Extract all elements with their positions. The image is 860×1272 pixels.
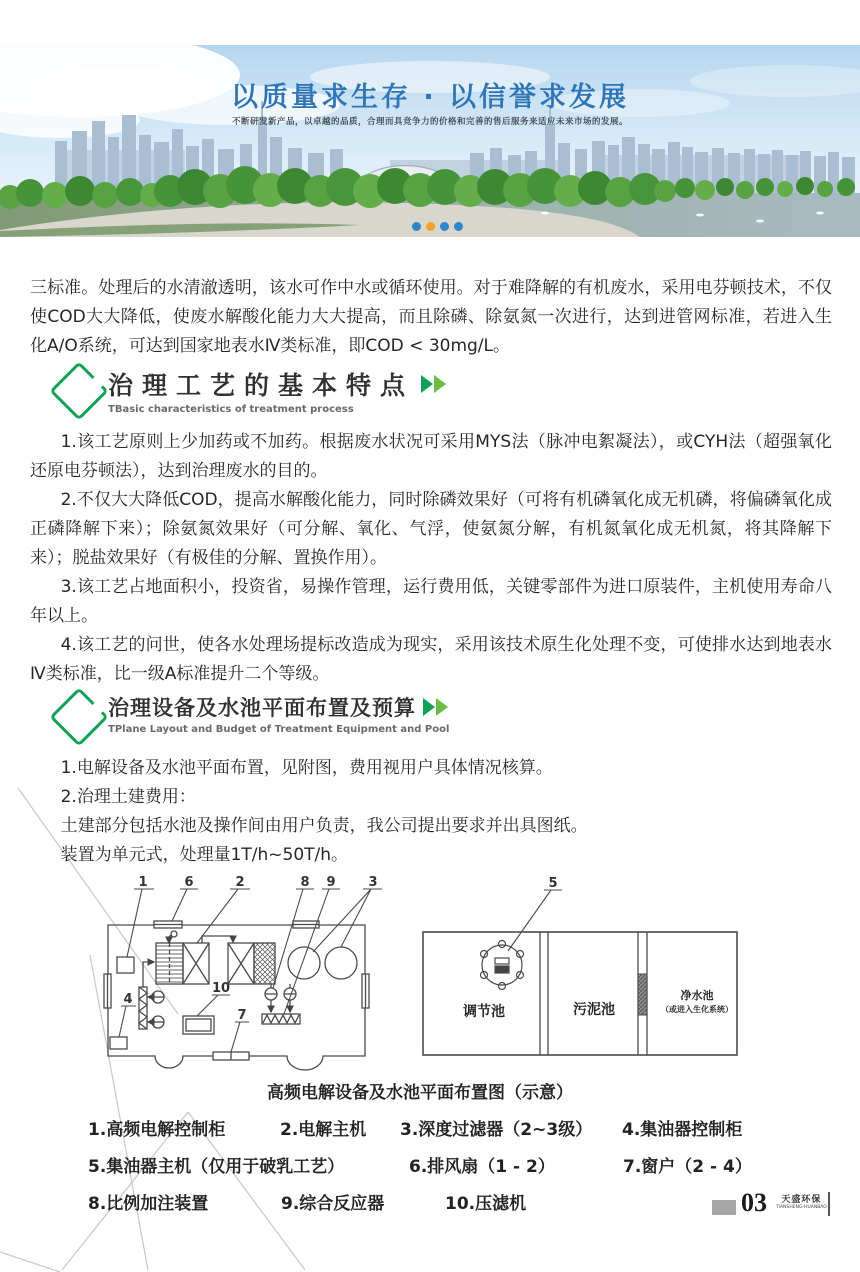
unit2-crosshatch: [254, 943, 275, 984]
pool-label-clean-note: （或进入生化系统）: [661, 1005, 733, 1014]
pool-dividers: [540, 932, 647, 1055]
paragraph: 2.治理土建费用：: [60, 787, 196, 807]
callout-3: 3: [368, 875, 378, 890]
diamond-icon: [49, 687, 108, 746]
paragraph: 2.不仅大大降低COD，提高水解酸化能力，同时除磷效果好（可将有机磷氧化成无机磷，将偏磷氧化成正磷降解下来）；除氨氮效果好（可分解、氧化、气浮，使氨氮分解，有机氮氧化成无机氮，将其降解下来）；脱盐效果好（有极佳的分解、置换作用）。: [30, 490, 832, 568]
depth-filter-1: [288, 947, 320, 979]
callout-1: 1: [138, 875, 148, 890]
oil-collector-host: [481, 941, 524, 990]
paragraph: 装置为单元式，处理量1T/h~50T/h。: [60, 845, 349, 865]
brand-divider: [828, 1192, 830, 1216]
callout-5: 5: [548, 876, 558, 891]
brand-logo: [776, 1196, 827, 1211]
callout-leader-5: [508, 890, 562, 951]
callout-10: 10: [211, 981, 231, 996]
diagram-caption: 高频电解设备及水池平面布置图（示意）: [267, 1083, 573, 1103]
callout-2: 2: [235, 875, 245, 890]
intro-paragraph: [30, 274, 832, 361]
legend-item: 6.排风扇（1 - 2）: [409, 1157, 555, 1177]
section-title: 治理设备及水池平面布置及预算: [108, 696, 416, 720]
control-cabinet: [117, 957, 134, 973]
equipment-room-diagram: [90, 872, 410, 1082]
legend-item: 4.集油器控制柜: [622, 1120, 743, 1140]
section-header-layout: [30, 692, 590, 754]
intro-text: 三标准。处理后的水清澈透明，该水可作中水或循环使用。对于难降解的有机废水，采用电芬顿技术，不仅使COD大大降低，使废水解酸化能力大大提高，而且除磷、除氨氮一次进行，达到进管网标准，若进入生化A/O系统，可达到国家地表水Ⅳ类标准，即COD < 30mg/L。: [30, 278, 832, 356]
callout-8: 8: [300, 875, 310, 890]
page-number-square: [712, 1200, 736, 1215]
callout-6: 6: [184, 875, 194, 890]
callout-4: 4: [123, 992, 133, 1007]
hero-slogan: 以质量求生存 · 以信誉求发展: [230, 82, 630, 113]
legend-item: 2.电解主机: [280, 1120, 367, 1140]
legend-item: 9.综合反应器: [281, 1194, 385, 1214]
section-subtitle-en: TBasic characteristics of treatment process: [108, 404, 354, 415]
carousel-dot[interactable]: [440, 222, 449, 231]
cityscape-photo: [0, 45, 860, 237]
carousel-dot[interactable]: [412, 222, 421, 231]
legend-item: 3.深度过滤器（2~3级）: [400, 1120, 593, 1140]
section-layout-body: [30, 754, 832, 870]
diamond-icon: [49, 361, 108, 420]
oil-collector-cabinet: [110, 1037, 127, 1049]
pool-label-clean: 净水池: [680, 989, 714, 1002]
dosing-pumps: [265, 984, 296, 1012]
paragraph: 3.该工艺占地面积小，投资省，易操作管理，运行费用低，关键零部件为进口原装件，主机使用寿命八年以上。: [30, 577, 832, 626]
legend-item: 1.高频电解控制柜: [88, 1120, 226, 1140]
double-arrow-icon: [436, 698, 448, 716]
hero-slogan-subtext: 不断研发新产品，以卓越的品质，合理而具竞争力的价格和完善的售后服务来适应未来市场的发展。: [231, 117, 628, 127]
double-arrow-icon: [421, 375, 433, 393]
double-arrow-icon: [423, 698, 435, 716]
legend-item: 5.集油器主机（仅用于破乳工艺）: [88, 1157, 345, 1177]
brand-name-cn: 天盛环保: [781, 1195, 822, 1205]
section-header-process: [30, 366, 590, 428]
pools-diagram: [420, 872, 750, 1082]
callout-9: 9: [326, 875, 336, 890]
carousel-dot-active[interactable]: [426, 222, 435, 231]
section-subtitle-en: TPlane Layout and Budget of Treatment Equipment and Pool: [108, 724, 450, 735]
section-process-body: [30, 428, 832, 689]
legend-item: 7.窗户（2 - 4）: [623, 1157, 752, 1177]
callout-7: 7: [237, 1008, 247, 1023]
divider-filter-media: [638, 974, 647, 1015]
paragraph: 1.电解设备及水池平面布置，见附图，费用视用户具体情况核算。: [60, 758, 553, 778]
hero-banner: [0, 45, 860, 237]
combined-reactor: [262, 1014, 300, 1024]
brand-name-en: TIANSHENG-HUANBAO: [776, 1205, 827, 1210]
carousel-dot[interactable]: [454, 222, 463, 231]
pool-label-sludge: 污泥池: [573, 1002, 615, 1018]
paragraph: 土建部分包括水池及操作间由用户负责，我公司提出要求并出具图纸。: [60, 816, 588, 836]
double-arrow-icon: [434, 375, 446, 393]
section-title: 治理工艺的基本特点: [108, 371, 415, 400]
page-number: 03: [741, 1188, 767, 1217]
paragraph: 1.该工艺原则上少加药或不加药。根据废水状况可采用MYS法（脉冲电絮凝法），或CYH法（超强氧化还原电芬顿法），达到治理废水的目的。: [30, 432, 832, 481]
electrolysis-host-hatched: [156, 943, 183, 984]
depth-filter-2: [325, 947, 357, 979]
pool-label-regulating: 调节池: [463, 1004, 505, 1020]
legend-item: 10.压滤机: [445, 1194, 527, 1214]
paragraph: 4.该工艺的问世，使各水处理场提标改造成为现实，采用该技术原生化处理不变，可使排水达到地表水Ⅳ类标准，比一级A标准提升二个等级。: [30, 635, 832, 684]
legend-item: 8.比例加注装置: [88, 1194, 209, 1214]
carousel-dots: [412, 222, 463, 231]
